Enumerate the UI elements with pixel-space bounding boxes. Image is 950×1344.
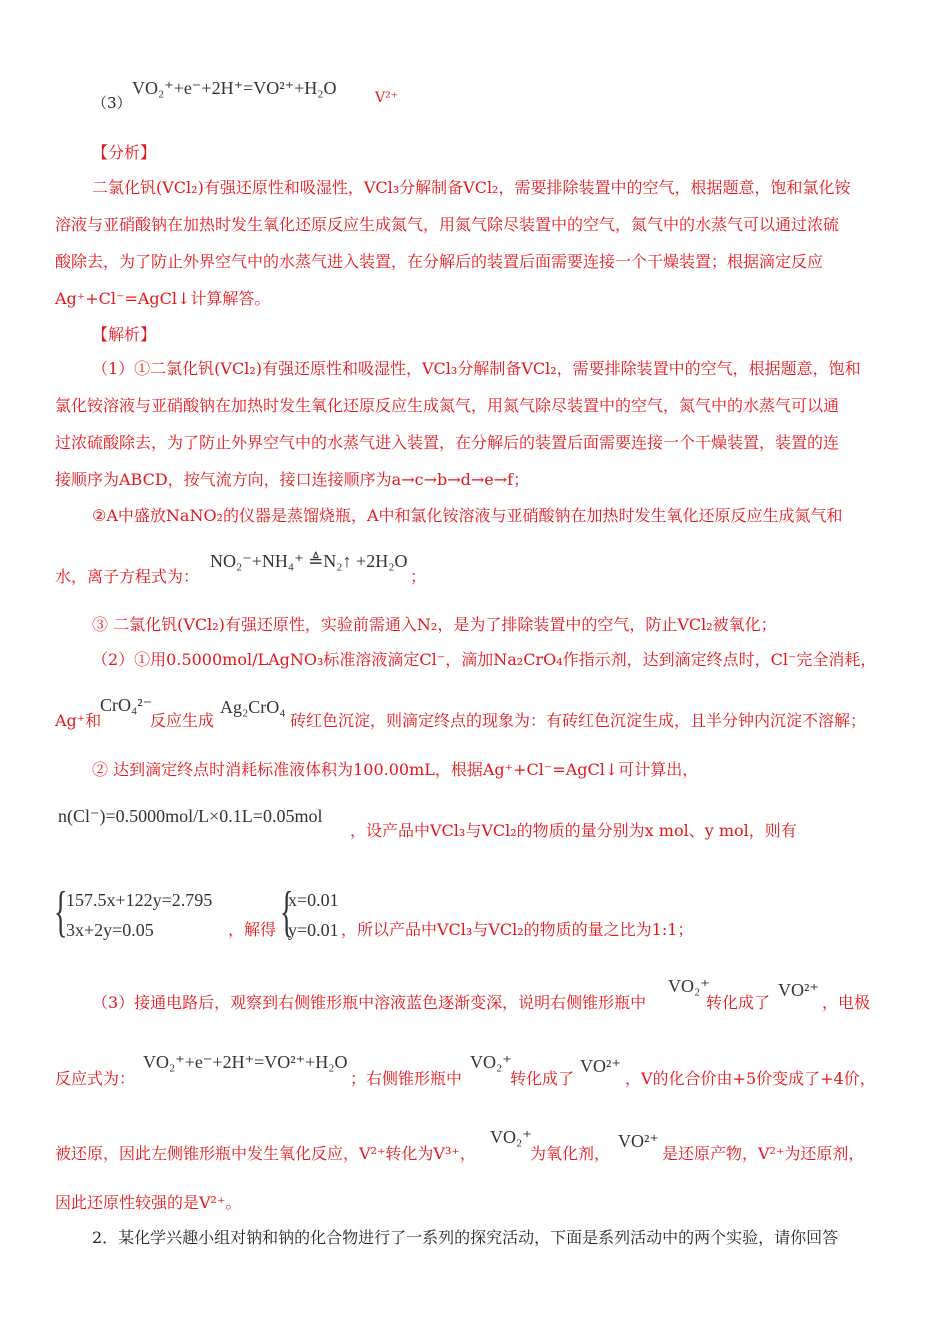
solution-text: 反应式为：: [55, 1069, 136, 1088]
solution-text: ，所以产品中VCl₃与VCl₂的物质的量之比为1:1；: [341, 920, 694, 939]
analysis-line: 二氯化钒(VCl₂)有强还原性和吸湿性，VCl₃分解制备VCl₂，需要排除装置中的空气，根据题意，饱和氯化铵: [92, 178, 851, 197]
solution-text: 水，离子方程式为：: [55, 567, 200, 586]
q3-equation: VO₂⁺+e⁻+2H⁺=VO²⁺+H₂O: [132, 78, 337, 98]
solution-line: ② 达到滴定终点时消耗标准液体积为100.00mL，根据Ag⁺+Cl⁻=AgCl↓可计算出，: [92, 760, 699, 779]
electrode-equation: VO₂⁺+e⁻+2H⁺=VO²⁺+H₂O: [143, 1052, 348, 1072]
q3-label: （3）: [92, 94, 132, 112]
vo-2plus: VO²⁺: [580, 1056, 621, 1076]
vo2-plus: VO₂⁺: [470, 1052, 512, 1072]
system-eq-1: 157.5x+122y=2.795: [66, 890, 213, 910]
ionic-equation: NO₂⁻+NH₄⁺ ≜N₂↑ +2H₂O: [210, 551, 408, 571]
analysis-line: Ag⁺+Cl⁻=AgCl↓计算解答。: [55, 289, 271, 308]
system-eq-2: 3x+2y=0.05: [66, 920, 154, 940]
vo2-plus: VO₂⁺: [668, 976, 710, 996]
vo-2plus: VO²⁺: [778, 980, 819, 1000]
solution-text: ，V的化合价由+5价变成了+4价，: [625, 1069, 876, 1088]
moles-equation: n(Cl⁻)=0.5000mol/L×0.1L=0.05mol: [58, 806, 323, 826]
solution-text: 反应生成: [150, 711, 215, 730]
analysis-title: 【分析】: [92, 143, 157, 162]
solution-title: 【解析】: [92, 325, 157, 344]
left-brace: {: [280, 881, 294, 943]
chromate-formula: CrO₄²⁻: [100, 695, 153, 715]
solution-text: ，解得: [228, 920, 277, 939]
solution-y: y=0.01: [288, 920, 339, 940]
vo-2plus: VO²⁺: [618, 1131, 659, 1151]
solution-text: 为氧化剂，: [530, 1144, 611, 1163]
solution-text: ，设产品中VCl₃与VCl₂的物质的量分别为x mol、y mol，则有: [350, 821, 797, 840]
solution-line: ②A中盛放NaNO₂的仪器是蒸馏烧瓶，A中和氯化铵溶液与亚硝酸钠在加热时发生氧化还原反应生成氮气和: [92, 506, 843, 525]
solution-text: （3）接通电路后，观察到右侧锥形瓶中溶液蓝色逐渐变深，说明右侧锥形瓶中: [92, 993, 647, 1012]
solution-text: 被还原，因此左侧锥形瓶中发生氧化反应，V²⁺转化为V³⁺，: [55, 1144, 476, 1163]
solution-text: ，电极: [822, 993, 871, 1012]
solution-text: 转化成了: [706, 993, 771, 1012]
solution-text: ；右侧锥形瓶中: [350, 1069, 463, 1088]
left-brace: {: [54, 881, 68, 943]
solution-line: 接顺序为ABCD，按气流方向，接口连接顺序为a→c→b→d→e→f；: [55, 470, 530, 489]
solution-line: （1）①二氯化钒(VCl₂)有强还原性和吸湿性，VCl₃分解制备VCl₂，需要排除装置中的空气，根据题意，饱和: [92, 359, 861, 378]
analysis-line: 溶液与亚硝酸钠在加热时发生氧化还原反应生成氮气，用氮气除尽装置中的空气，氮气中的水蒸气可以通过浓硫: [55, 215, 840, 234]
next-question: 2．某化学兴趣小组对钠和钠的化合物进行了一系列的探究活动，下面是系列活动中的两个实验，请你回答: [92, 1228, 839, 1247]
solution-line: 过浓硫酸除去，为了防止外界空气中的水蒸气进入装置，在分解后的装置后面需要连接一个干燥装置，装置的连: [55, 433, 840, 452]
vo2-plus: VO₂⁺: [490, 1127, 532, 1147]
analysis-line: 酸除去，为了防止外界空气中的水蒸气进入装置，在分解后的装置后面需要连接一个干燥装置；根据滴定反应: [55, 252, 824, 271]
solution-text: 砖红色沉淀，则滴定终点的现象为：有砖红色沉淀生成，且半分钟内沉淀不溶解；: [290, 711, 867, 730]
solution-text: Ag⁺和: [55, 711, 102, 730]
solution-line: 氯化铵溶液与亚硝酸钠在加热时发生氧化还原反应生成氮气，用氮气除尽装置中的空气，氮气中的水蒸气可以通: [55, 396, 840, 415]
q3-answer: V²⁺: [375, 90, 399, 106]
solution-line: 因此还原性较强的是V²⁺。: [55, 1193, 242, 1212]
solution-line: （2）①用0.5000mol/LAgNO₃标准溶液滴定Cl⁻，滴加Na₂CrO₄作指示剂，达到滴定终点时，Cl⁻完全消耗，: [92, 650, 877, 669]
solution-line: ③ 二氯化钒(VCl₂)有强还原性，实验前需通入N₂，是为了排除装置中的空气，防止VCl₂被氧化；: [92, 615, 777, 634]
solution-x: x=0.01: [288, 890, 339, 910]
solution-text: ；: [410, 567, 427, 586]
solution-text: 转化成了: [510, 1069, 575, 1088]
solution-text: 是还原产物，V²⁺为还原剂，: [662, 1144, 865, 1163]
silver-chromate-formula: Ag₂CrO₄: [220, 697, 286, 717]
